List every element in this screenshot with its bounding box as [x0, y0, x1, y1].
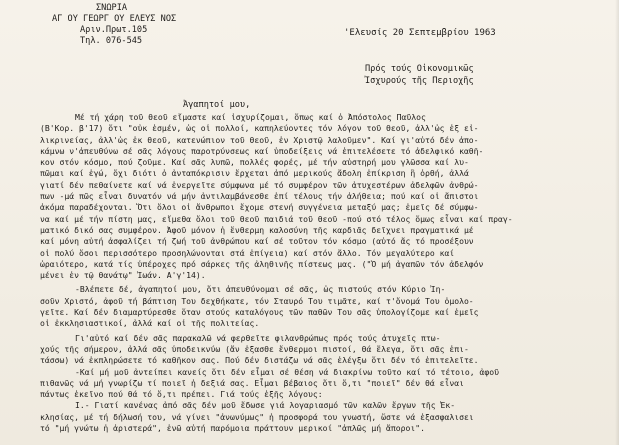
letterhead-line: ΣΝΩΡΙΑ [96, 3, 128, 13]
body-line: πῶμαι καί ἐγώ, ὄχι διότι ὁ ἀνταπόκρισιν ἔρχεται ἀπό μερικούς ἄδολη ἐπίκριση ἢ ὀρθή, ἀλλά [40, 168, 469, 179]
recipient-block [365, 63, 474, 87]
body-line: ὡραιότερο, κατά τίς ὑπέροχες πρό σάρκες τῆς ἀληθινῆς πίστεως μας. ("Ὁ μή ἀγαπῶν τόν ἀδελφόν [40, 258, 484, 269]
body-line: γιατί δέν πεθαίνετε καί νά ἐνεργεῖτε σύμφωνα μέ τό συμφέρον τῶν ἀτυχεστέρων ἀδελφῶν ἀνθρώ- [40, 179, 479, 190]
body-line: καί μόνη αὐτή ἀσφαλίζει τή ζωή τοῦ ἀνθρώπου καί σέ τοῦτον τόν κόσμο (αὐτό ἄς τό προσέξουν [40, 236, 474, 247]
body-line: οἱ πολύ ὅσοι περισσότερο προσηλώνονται στά ἐπίγεια) καί στόν ἄλλο. Τόν μεγαλύτερο καί [40, 247, 455, 258]
body-line: ἀκόμα παραδέχονται. Ὅτι ὅλοι οἱ ἄνθρωποι ἔχομε στενή συγγένεια μεταξύ μας; ἐμεῖς δέ σύμφω- [40, 202, 479, 213]
body-line: -Βλέπετε δέ, ἀγαπητοί μου, ὅτι ἀπευθύνομαι σέ σᾶς, ὡς πιστούς στόν Κύριο Ἰη- [75, 284, 446, 295]
body-line: να καί μέ τήν πίστη μας, εἴμεθα ὅλοι τοῦ θεοῦ παιδιά τοῦ θεοῦ -πού στό τέλος ὅμως εἶναι καί πραγ- [40, 213, 513, 224]
reference-number: Αριν.Πρωτ.105 [80, 25, 148, 35]
body-line: Γι'αὐτό καί δέν σᾶς παρακαλῶ νά φερθεῖτε φιλανθρώπως πρός τούς ἀτυχεῖς πτω- [75, 332, 441, 343]
letterhead-line: ΑΓ ΟΥ ΓΕΩΡΓ ΟΥ ΕΛΕΥΣ ΝΟΣ [52, 14, 177, 24]
recipient-line: Ἰσχυρούς τῆς Περιοχῆς [365, 76, 474, 86]
body-line: πιθανῶς νά μή γνωρίζω τί ποιεῖ ἡ δεξιά σας. Εἶμαι βέβαιος ὅτι ὅ,τι "ποιεῖ" δέν θά εἶναι [40, 377, 464, 388]
body-line: χούς τῆς σήμερον, ἀλλά σᾶς ὑποδεικνύω (ἄν ἐξασθε ἔνθερμοι πιστοί, θά ἔλεγα, ὅτι σᾶς ἐπι- [40, 343, 469, 354]
body-line: πάντως ἐκεῖνο πού θά τό ὅ,τι πρέπει. Γιά τούς ἑξῆς λόγους: [40, 389, 323, 400]
recipient-line: Πρός τούς Οἰκονομικῶς [365, 64, 474, 74]
letter-date: 'Ελευσίς 20 Σεπτεμβρίου 1963 [344, 28, 496, 38]
telephone: Τηλ. 076-545 [80, 36, 143, 46]
page-edge-shadow [615, 0, 619, 445]
body-line: κον στόν κόσμο, πού ζοῦμε. Καί σᾶς λυπῶ, πολλές φορές, μέ τήν αὐστηρή μου γλῶσσα καί λυ- [40, 157, 469, 168]
body-line: μένει ἐν τῷ θανάτῳ" Ἰωάν. Α'γ'14). [40, 270, 206, 281]
body-line: τό "μή γνώτω ἡ ἀριστερά", ἐνῶ αὐτή παρόμοια πράττουν μερικοί "ἁπλῶς μή ἄποροι". [40, 423, 425, 434]
body-line: κάμνω ν'ἀπευθύνω σέ σᾶς λόγους παροτρύνσεως καί ὑποδείξεις νά ἐπιτελέσετε τό ἀδελφικό καθῆ- [40, 145, 484, 156]
body-line: -Καί μή μοῦ ἀντείπει κανείς ὅτι δέν εἶμαι σέ θέση νά διακρίνω τοῦτο καί τό τέτοιο, ἀφοῦ [75, 366, 499, 377]
body-line: σοῦν Χριστό, ἀφοῦ τή βάπτιση Του δεχθήκατε, τόν Σταυρό Του τιμᾶτε, καί τ'ὄνομά Του ὁμολο- [40, 295, 474, 306]
letter-body [40, 112, 619, 434]
body-line: Μέ τή χάρη τοῦ θεοῦ εἴμαστε καί ἰσχυρίζομαι, ὅπως καί ὁ Ἀπόστολος Παῦλος [75, 112, 426, 122]
body-line: ματικό δικό σας συμφέρον. Ἀφοῦ μόνον ἡ ἔνθερμη καλοσύνη τῆς καρδιᾶς δεῖχνει πραγματικά μέ [40, 224, 474, 235]
body-line: πων -μά πῶς εἶναι δυνατόν νά μήν ἀντιλαμβάνεσθε ἐπί τέλους τήν ἀλήθεια; πού καί οἱ ἄπιστοι [40, 191, 479, 202]
body-line: κλησίας, μέ τή δήλωσή του, νά γίνει "ἀνωνύμως" ἡ προσφορά του γνωστή, ὥστε νά ἐξασφαλισει [40, 411, 474, 422]
body-line: γεῖτε. Καί δέν διαμαρτύρεσθε ὅταν στούς καταλόγους τῶν παθῶν Του σᾶς ὑπολογίζομε καί ἐμεῖς [40, 307, 479, 318]
salutation: Ἀγαπητοί μου, [183, 100, 251, 110]
body-line: (Β'Κορ. β'17) ὅτι "οὐκ ἐσμέν, ὡς οἱ πολλοί, καπηλεύοντες τόν λόγον τοῦ θεοῦ, ἀλλ'ὡς ἐξ εἰ- [40, 123, 479, 134]
body-line: Ι.- Γιατί κανένας ἀπό σᾶς δέν μοῦ ἔδωσε γιά λογαριασμό τῶν καλῶν ἔργων τῆς Ἐκ- [75, 400, 456, 411]
body-line: λικρινείας, ἀλλ'ὡς ἐκ θεοῦ, κατενώπιον τοῦ θεοῦ, ἐν Χριστῷ λαλοῦμεν". Καί γι'αὐτό δέν ἀπο- [40, 134, 479, 145]
body-line: οἱ ἐκκλησιαστικοί, ἀλλά καί οἱ τῆς πολιτείας. [40, 318, 260, 329]
body-line: τάσσω) νά ἐκπληρώσετε τό καθῆκον σας. Πού δέν διστάζω νά σᾶς ἐλέγξω ὅτι δέν τό ἐπιτελεῖτε. [40, 355, 479, 366]
letterhead [52, 3, 176, 47]
